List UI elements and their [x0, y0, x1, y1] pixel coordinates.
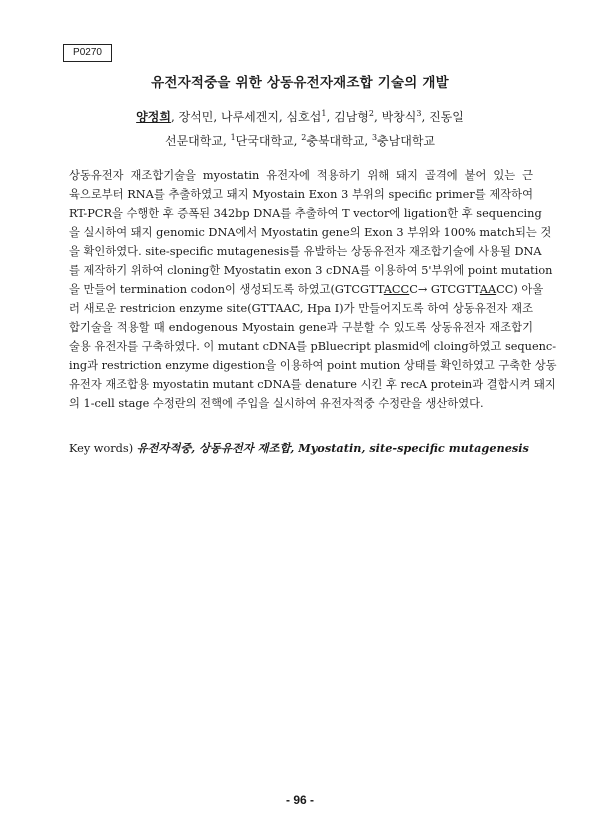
- affil-mark-3: 3: [416, 109, 422, 118]
- underlined-sequence: AA: [479, 283, 497, 296]
- affiliations: [60, 132, 540, 149]
- page-number: - 96 -: [285, 793, 314, 807]
- affiliation-mark-3: 3: [371, 133, 378, 142]
- abstract-line: 유전자 재조합용 myostatin mutant cDNA를 denature 시킨 후 recA protein과 결합시켜 돼지: [69, 378, 556, 391]
- abstract-text: C→ GTCGTT: [409, 283, 480, 296]
- affil-mark-1: 1: [321, 109, 327, 118]
- affiliation-0: 선문대학교,: [164, 134, 231, 148]
- author-group-2: , 김남형: [326, 110, 369, 124]
- author-group-1: , 장석민, 나루세겐지, 심호섭: [170, 110, 322, 124]
- abstract-line: 을 확인하였다. site-specific mutagenesis를 유발하는 상동유전자 재조합기술에 사용될 DNA: [69, 245, 542, 258]
- underlined-sequence: ACC: [383, 283, 410, 296]
- abstract-text: CC) 아울: [496, 283, 544, 296]
- keywords-terms: 유전자적중, 상동유전자 재조합, Myostatin, site-specific mutagenesis: [136, 441, 529, 455]
- keywords-label: Key words): [69, 442, 137, 455]
- abstract-line: 의 1-cell stage 수정란의 전핵에 주입을 실시하여 유전자적중 수정란을 생산하였다.: [69, 397, 484, 410]
- abstract-body: [69, 166, 557, 413]
- presenting-author: 양정희: [136, 110, 171, 124]
- abstract-line: 상동유전자 재조합기술을 myostatin 유전자에 적용하기 위해 돼지 골격에 붙어 있는 근: [69, 169, 533, 182]
- affiliation-mark-1: 1: [230, 133, 236, 142]
- author-group-4: , 진동일: [421, 110, 464, 124]
- abstract-text: 을 만들어 termination codon이 생성되도록 하였고(GTCGTT: [69, 283, 384, 296]
- affiliation-2: 충북대학교,: [306, 134, 372, 148]
- abstract-line: RT-PCR을 수행한 후 증폭된 342bp DNA를 추출하여 T vector에 ligation한 후 sequencing: [69, 207, 542, 220]
- abstract-line: 를 제작하기 위하여 cloning한 Myostatin exon 3 cDNA를 이용하여 5'부위에 point mutation: [69, 264, 553, 277]
- author-list: [60, 108, 540, 125]
- affiliation-mark-2: 2: [301, 133, 307, 142]
- abstract-line: ing과 restriction enzyme digestion을 이용하여 point mution 상태를 확인하였고 구축한 상동: [69, 359, 557, 372]
- affil-mark-2: 2: [368, 109, 374, 118]
- abstract-line: 을 실시하여 돼지 genomic DNA에서 Myostatin gene의 Exon 3 부위와 100% match되는 것: [69, 226, 552, 239]
- abstract-line: [69, 280, 544, 299]
- abstract-line: 술용 유전자를 구축하였다. 이 mutant cDNA를 pBluecript plasmid에 cloing하였고 sequenc-: [69, 340, 557, 353]
- paper-title: 유전자적중을 위한 상동유전자재조합 기술의 개발: [151, 75, 449, 91]
- author-group-3: , 박창식: [373, 110, 417, 124]
- abstract-line: 러 새로운 restricion enzyme site(GTTAAC, Hpa I)가 만들어지도록 하여 상동유전자 재조: [69, 302, 533, 315]
- affiliation-3: 충남대학교: [377, 134, 436, 148]
- abstract-line: 합기술을 적용할 때 endogenous Myostain gene과 구분할 수 있도록 상동유전자 재조합기: [69, 321, 533, 334]
- keywords: [69, 440, 533, 456]
- abstract-line: 육으로부터 RNA를 추출하였고 돼지 Myostain Exon 3 부위의 specific primer를 제작하여: [69, 188, 533, 201]
- poster-code: P0270: [63, 44, 112, 62]
- affiliation-1: 단국대학교,: [235, 134, 302, 148]
